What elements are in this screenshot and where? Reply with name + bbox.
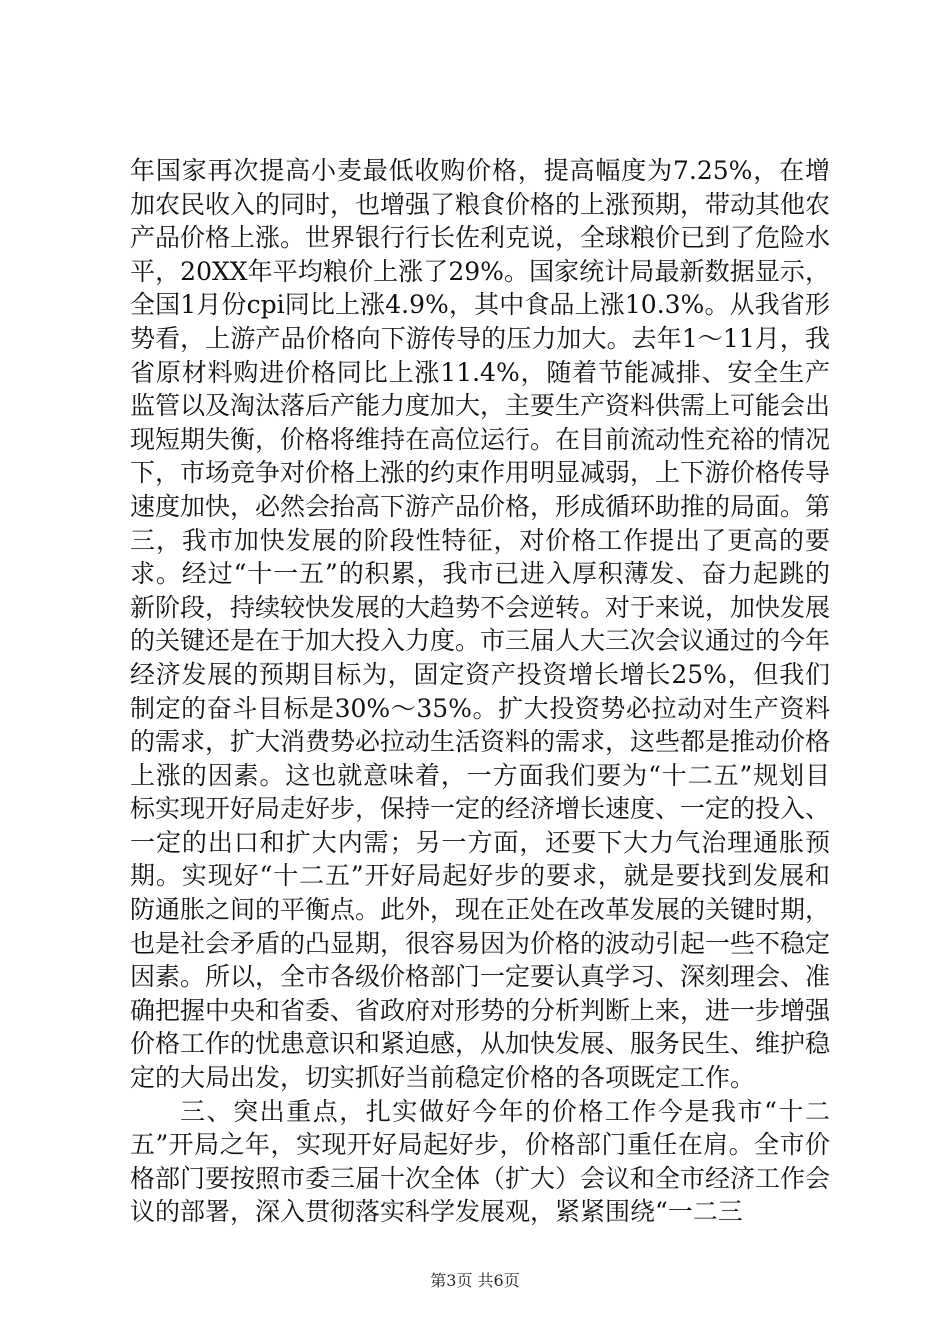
paragraph-section-three: 三、突出重点，扎实做好今年的价格工作今是我市“十二五”开局之年，实现开好局起好步，价格部门重任在肩。全市价格部门要按照市委三届十次全体（扩大）会议和全市经济工作会议的部署，深入贯彻落实科学发展观，紧紧围绕“一二三 xyxy=(130,1096,831,1227)
document-body xyxy=(130,154,830,1229)
paragraph-continuation: 年国家再次提高小麦最低收购价格，提高幅度为7.25%，在增加农民收入的同时，也增强了粮食价格的上涨预期，带动其他农产品价格上涨。世界银行行长佐利克说，全球粮价已到了危险水平，20XX年平均粮价上涨了29%。国家统计局最新数据显示，全国1月份cpi同比上涨4.9%，其中食品上涨10.3%。从我省形势看，上游产品价格向下游传导的压力加大。去年1～11月，我省原材料购进价格同比上涨11.4%，随着节能减排、安全生产监管以及淘汰落后产能力度加大，主要生产资料供需上可能会出现短期失衡，价格将维持在高位运行。在目前流动性充裕的情况下，市场竞争对价格上涨的约束作用明显减弱，上下游价格传导速度加快，必然会抬高下游产品价格，形成循环助推的局面。第三，我市加快发展的阶段性特征，对价格工作提出了更高的要求。经过“十一五”的积累，我市已进入厚积薄发、奋力起跳的新阶段，持续较快发展的大趋势不会逆转。对于来说，加快发展的关键还是在于加大投入力度。市三届人大三次会议通过的今年经济发展的预期目标为，固定资产投资增长增长25%，但我们制定的奋斗目标是30%～35%。扩大投资势必拉动对生产资料的需求，扩大消费势必拉动生活资料的需求，这些都是推动价格上涨的因素。这也就意味着，一方面我们要为“十二五”规划目标实现开好局走好步，保持一定的经济增长速度、一定的投入、一定的出口和扩大内需；另一方面，还要下大力气治理通胀预期。实现好“十二五”开好局起好步的要求，就是要找到发展和防通胀之间的平衡点。此外，现在正处在改革发展的关键时期，也是社会矛盾的凸显期，很容易因为价格的波动引起一些不稳定因素。所以，全市各级价格部门一定要认真学习、深刻理会、准确把握中央和省委、省政府对形势的分析判断上来，进一步增强价格工作的忧患意识和紧迫感，从加快发展、服务民生、维护稳定的大局出发，切实抓好当前稳定价格的各项既定工作。 xyxy=(130,156,831,1093)
page-footer: 第3页 共6页 xyxy=(430,1271,520,1290)
